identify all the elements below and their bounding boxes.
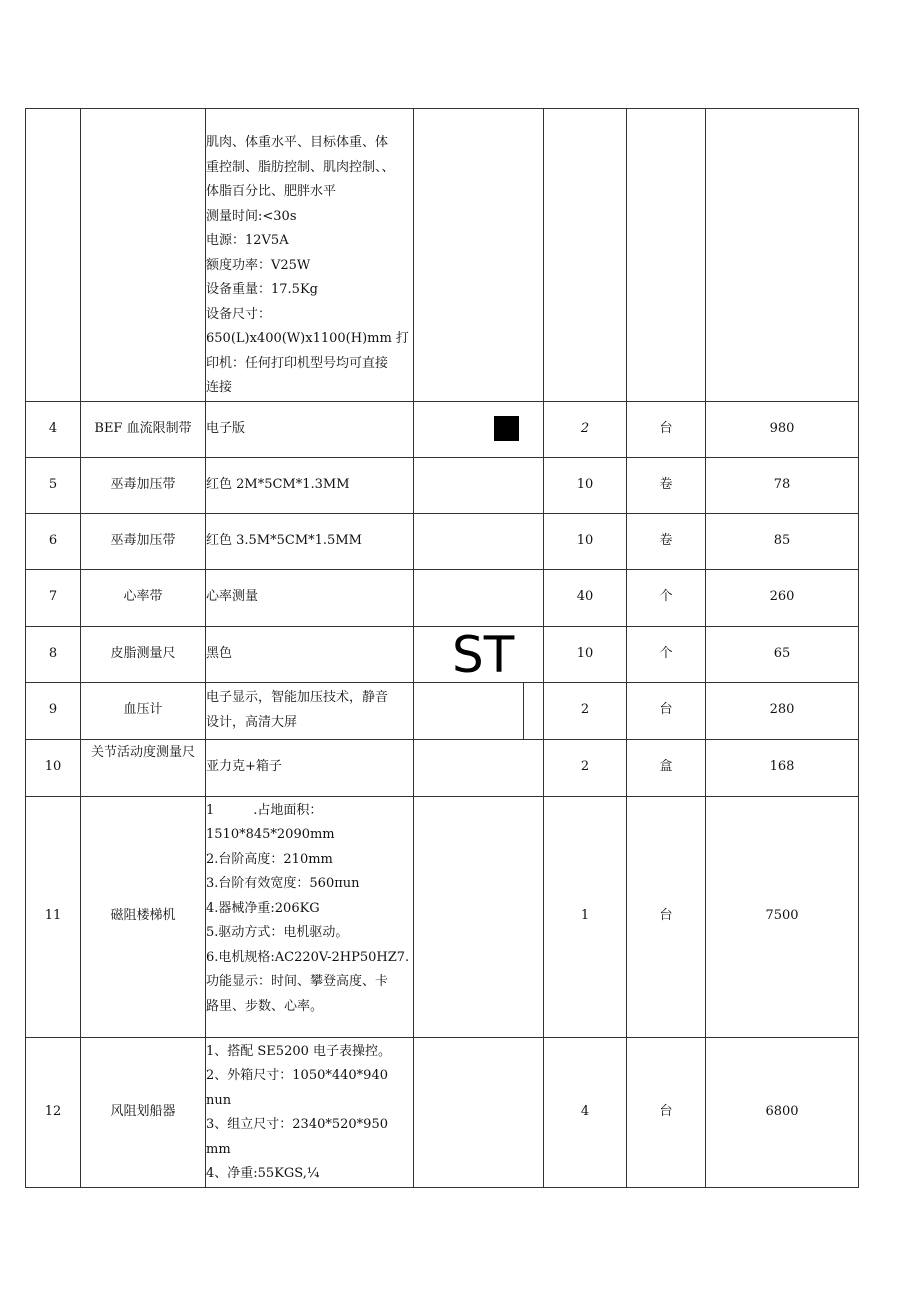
desc-line: 心率测量 [206,589,259,605]
product-description [206,513,414,569]
quantity: 2 [544,401,627,457]
product-name: 血压计 [81,682,206,739]
table-row [26,109,859,402]
table-row [26,1037,859,1187]
desc-line: 5.驱动方式：电机驱动。 [206,925,349,940]
product-name: 心率带 [81,569,206,626]
product-description [206,401,414,457]
product-description [206,109,414,402]
unit: 台 [627,682,706,739]
table-row [26,626,859,682]
cell-divider-line [523,683,524,739]
desc-line: 体脂百分比、肥胖水平 [206,184,337,199]
table-row [26,569,859,626]
desc-line: mm [206,1141,231,1157]
unit: 卷 [627,457,706,513]
table-row [26,739,859,796]
product-name: 巫毒加压带 [81,513,206,569]
unit: 个 [627,626,706,682]
desc-line: 3.台阶有效宽度：560πun [206,876,360,891]
quantity: 10 [544,457,627,513]
desc-line: 3、组立尺寸：2340*520*950 [206,1117,388,1132]
table-row [26,513,859,569]
image-cell [414,109,544,402]
unit: 卷 [627,513,706,569]
product-description [206,682,414,739]
product-name: 关节活动度测量尺 [81,739,206,796]
desc-line: 设备尺寸： [206,306,272,322]
unit: 盒 [627,739,706,796]
unit: 个 [627,569,706,626]
unit: 台 [627,796,706,1037]
row-number: 10 [26,739,81,796]
quantity: 4 [544,1037,627,1187]
row-number: 5 [26,457,81,513]
table-row [26,457,859,513]
product-name: 磁阻楼梯机 [81,796,206,1037]
unit-price: 280 [706,682,859,739]
desc-line: 红色 3.5M*5CM*1.5MM [206,532,362,548]
product-description [206,457,414,513]
product-spec-table [25,108,859,1188]
row-number: 9 [26,682,81,739]
desc-line: nun [206,1092,232,1108]
product-name: BEF 血流限制带 [81,401,206,457]
st-artifact-text: ST [452,626,515,682]
desc-line: 黑色 [206,645,233,661]
row-number: 11 [26,796,81,1037]
product-name: 巫毒加压带 [81,457,206,513]
desc-line: 1510*845*2090mm [206,827,335,842]
desc-line: 6.电机规格:AC220V-2HP50HZ7. [206,949,410,965]
unit: 台 [627,1037,706,1187]
desc-line: 功能显示：时间、攀登高度、卡 [206,974,389,989]
unit-price: 65 [706,626,859,682]
product-description [206,1037,414,1187]
desc-line: 路里、步数、心率。 [206,998,324,1014]
quantity [544,109,627,402]
desc-line: 4.器械净重:206KG [206,900,320,916]
unit-price [706,109,859,402]
desc-line: 1、搭配 SE5200 电子表操控。 [206,1043,392,1059]
unit-price: 260 [706,569,859,626]
table-row [26,682,859,739]
quantity: 10 [544,626,627,682]
desc-line: 印机：任何打印机型号均可直接 [206,355,389,371]
row-number [26,109,81,402]
row-number: 8 [26,626,81,682]
quantity: 1 [544,796,627,1037]
desc-line: 额度功率：V25W [206,257,311,273]
desc-line: 重控制、脂肪控制、肌肉控制、、 [206,159,395,175]
black-square-artifact [494,416,519,441]
row-number: 7 [26,569,81,626]
desc-line: 测量时间:<30s [206,208,297,224]
desc-line: 2、外箱尺寸：1050*440*940 [206,1068,388,1083]
unit-price: 78 [706,457,859,513]
desc-line: 650(L)x400(W)x1100(H)mm 打 [206,331,409,346]
desc-line: 设计，高清大屏 [206,714,298,730]
image-cell [414,626,544,682]
product-name [81,109,206,402]
quantity: 2 [544,739,627,796]
row-number: 4 [26,401,81,457]
row-number: 6 [26,513,81,569]
product-name: 风阻划船器 [81,1037,206,1187]
image-cell [414,796,544,1037]
image-cell [414,569,544,626]
desc-line: 2.台阶高度：210mm [206,851,333,867]
desc-line: 亚力克+箱子 [206,759,282,775]
product-description [206,626,414,682]
image-cell [414,401,544,457]
desc-line: 设备重量：17.5Kg [206,282,318,297]
image-cell [414,513,544,569]
row-number: 12 [26,1037,81,1187]
unit-price: 85 [706,513,859,569]
unit-price: 6800 [706,1037,859,1187]
unit: 台 [627,401,706,457]
unit [627,109,706,402]
product-description [206,796,414,1037]
table-row [26,796,859,1037]
unit-price: 7500 [706,796,859,1037]
product-description [206,569,414,626]
quantity: 2 [544,682,627,739]
unit-price: 168 [706,739,859,796]
product-name: 皮脂测量尺 [81,626,206,682]
desc-line: 1 .占地面积： [206,802,323,818]
image-cell [414,1037,544,1187]
quantity: 40 [544,569,627,626]
desc-line: 电子显示，智能加压技术，静音 [206,690,389,705]
image-cell [414,682,544,739]
desc-line: 电源：12V5A [206,233,289,248]
table-row [26,401,859,457]
desc-line: 连接 [206,380,233,395]
image-cell [414,739,544,796]
quantity: 10 [544,513,627,569]
desc-line: 红色 2M*5CM*1.3MM [206,476,350,492]
product-description [206,739,414,796]
desc-line: 4、净重:55KGS,¼ [206,1166,320,1181]
desc-line: 肌肉、体重水平、目标体重、体 [206,135,389,150]
desc-line: 电子版 [206,420,246,436]
unit-price: 980 [706,401,859,457]
image-cell [414,457,544,513]
